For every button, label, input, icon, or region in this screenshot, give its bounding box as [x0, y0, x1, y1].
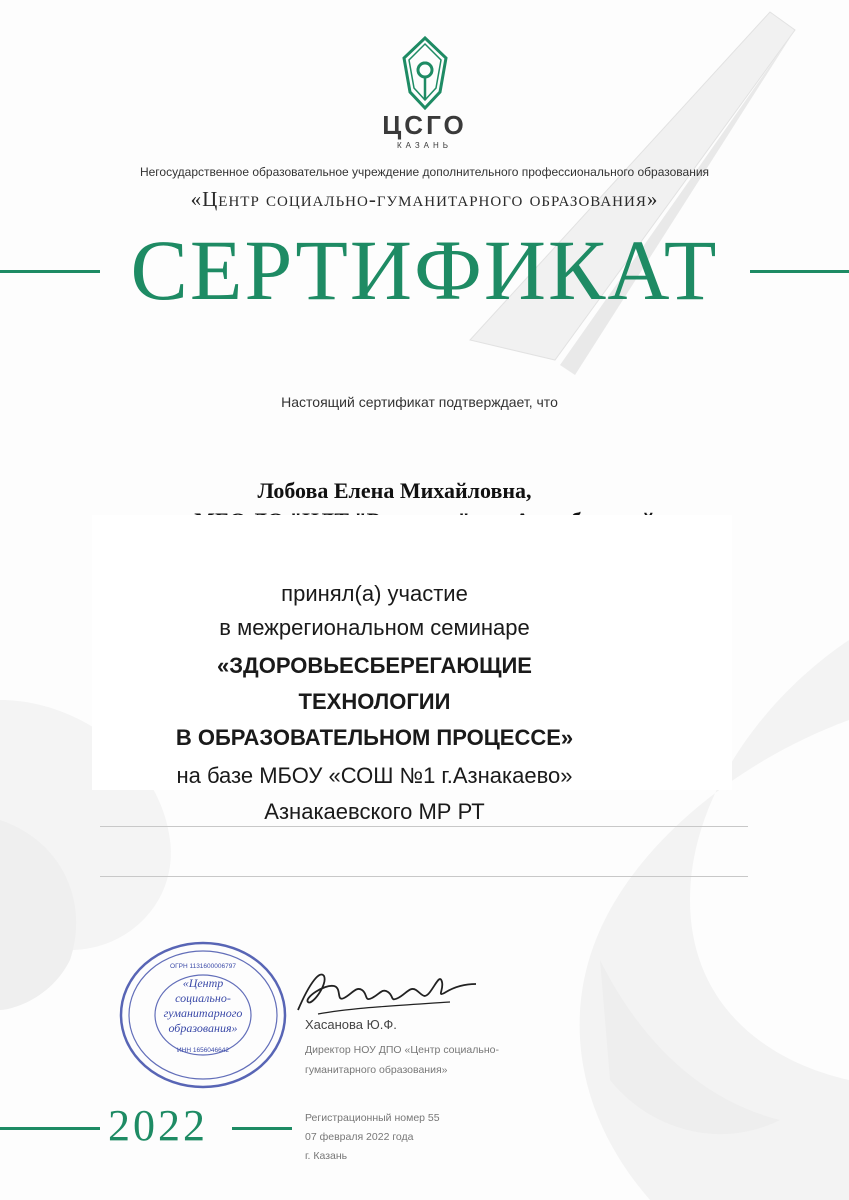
event-title-line-1: «ЗДОРОВЬЕСБЕРЕГАЮЩИЕ	[217, 653, 532, 678]
seal-ogrn: ОГРН 1131600006797	[170, 963, 236, 970]
divider-line	[100, 826, 748, 827]
person-name: Лобова Елена Михайловна,	[257, 478, 532, 503]
participation-text: принял(а) участие	[281, 581, 468, 606]
venue-line-1: на базе МБОУ «СОШ №1 г.Азнакаево»	[176, 763, 573, 788]
signer-position-1: Директор НОУ ДПО «Центр социально-	[305, 1044, 499, 1056]
logo-city: КАЗАНЬ	[396, 141, 453, 150]
handwritten-signature	[290, 962, 480, 1022]
divider-line	[100, 876, 748, 877]
registration-city: г. Казань	[305, 1150, 348, 1162]
registration-number: Регистрационный номер 55	[305, 1112, 440, 1124]
seal-text-4: образования»	[168, 1021, 238, 1035]
organization-type: Негосударственное образовательное учреждение дополнительного профессионального образования	[139, 165, 710, 179]
event-type-text: в межрегиональном семинаре	[219, 615, 530, 640]
signer-position-2: гуманитарного образования»	[305, 1064, 448, 1076]
seal-inn: ИНН 1656046642	[176, 1047, 230, 1054]
event-title-line-3: В ОБРАЗОВАТЕЛЬНОМ ПРОЦЕССЕ»	[175, 725, 574, 750]
organization-name: «Центр социально-гуманитарного образования»	[190, 187, 659, 211]
seal-text-3: гуманитарного	[163, 1006, 243, 1020]
seal-text-1: «Центр	[182, 976, 224, 990]
seal-text-2: социально-	[175, 991, 231, 1005]
official-seal	[118, 940, 288, 1090]
year-rule-right	[232, 1127, 292, 1130]
event-title-line-2: ТЕХНОЛОГИИ	[298, 689, 451, 714]
venue-line-2: Азнакаевского МР РТ	[264, 799, 485, 824]
certificate-title: СЕРТИФИКАТ	[130, 222, 719, 318]
year-rule-left	[0, 1127, 100, 1130]
logo-name: ЦСГО	[382, 110, 467, 140]
registration-date: 07 февраля 2022 года	[305, 1131, 414, 1143]
certificate-year: 2022	[108, 1101, 208, 1150]
signer-name: Хасанова Ю.Ф.	[305, 1017, 397, 1032]
confirmation-text: Настоящий сертификат подтверждает, что	[281, 394, 558, 410]
pen-nib-logo-icon	[394, 36, 456, 110]
